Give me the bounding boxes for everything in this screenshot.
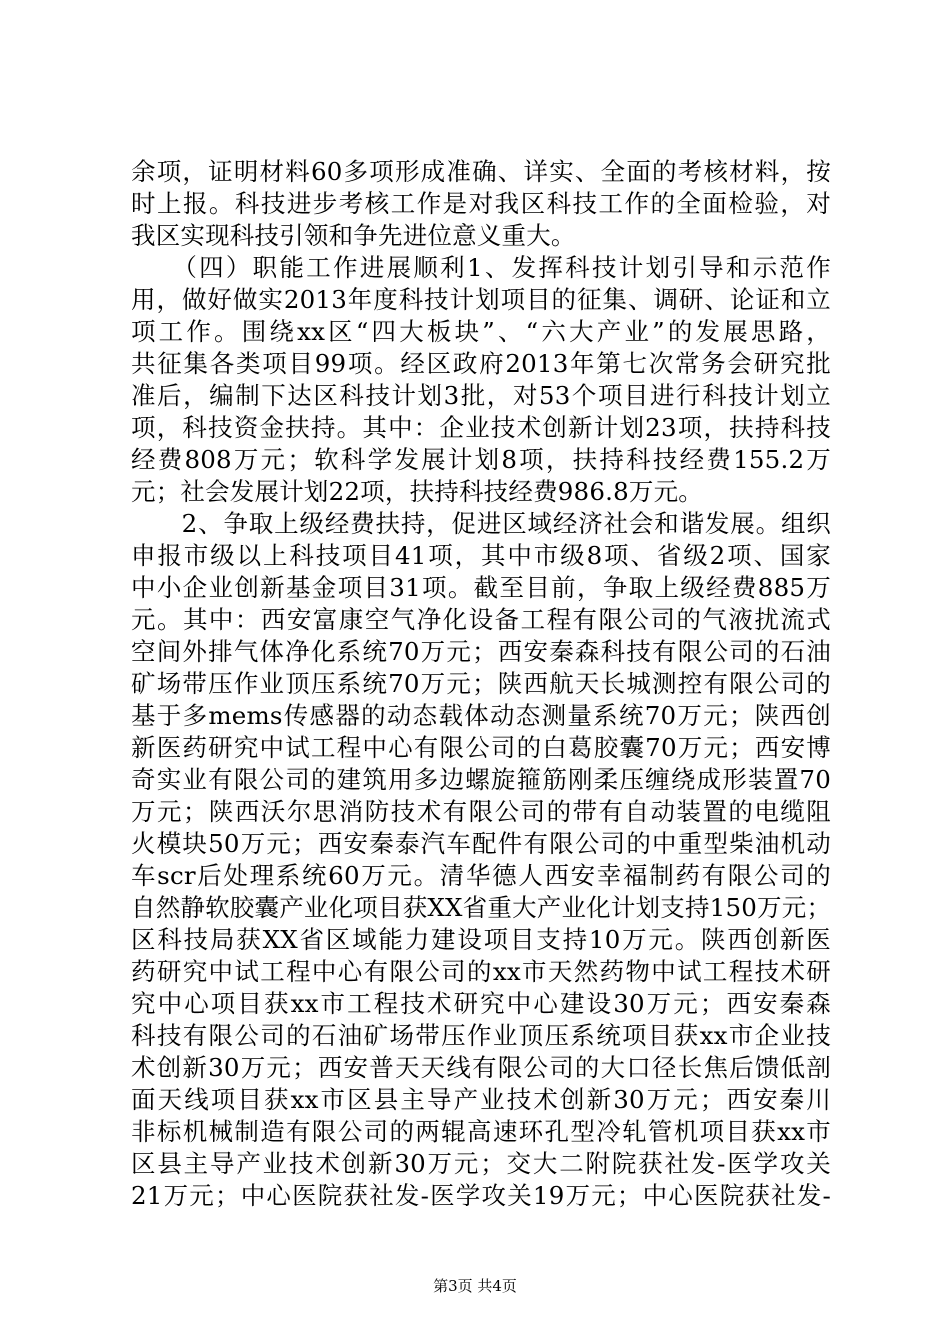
- text-line: 我区实现科技引领和争先进位意义重大。: [131, 221, 576, 250]
- text-line: 准后，编制下达区科技计划3批，对53个项目进行科技计划立: [131, 381, 831, 410]
- text-line: 2、争取上级经费扶持，促进区域经济社会和谐发展。组织: [131, 509, 831, 538]
- text-line: 区科技局获XX省区域能力建设项目支持10万元。陕西创新医: [131, 925, 831, 954]
- text-line: 基于多mems传感器的动态载体动态测量系统70万元；陕西创: [131, 701, 831, 730]
- text-line: 术创新30万元；西安普天天线有限公司的大口径长焦后馈低剖: [131, 1053, 831, 1082]
- text-line: 时上报。科技进步考核工作是对我区科技工作的全面检验，对: [131, 189, 831, 218]
- text-line: 奇实业有限公司的建筑用多边螺旋箍筋刚柔压缠绕成形装置70: [131, 765, 831, 794]
- text-line: 究中心项目获xx市工程技术研究中心建设30万元；西安秦森: [131, 989, 831, 1018]
- text-line: 项，科技资金扶持。其中：企业技术创新计划23项，扶持科技: [131, 413, 831, 442]
- text-line: 区县主导产业技术创新30万元；交大二附院获社发-医学攻关: [131, 1149, 831, 1178]
- text-line: 元；社会发展计划22项，扶持科技经费986.8万元。: [131, 477, 704, 506]
- text-line: 申报市级以上科技项目41项，其中市级8项、省级2项、国家: [131, 541, 831, 570]
- text-line: 车scr后处理系统60万元。清华德人西安幸福制药有限公司的: [131, 861, 831, 890]
- text-line: （四）职能工作进展顺利1、发挥科技计划引导和示范作: [131, 253, 831, 282]
- text-line: 矿场带压作业顶压系统70万元；陕西航天长城测控有限公司的: [131, 669, 831, 698]
- text-line: 新医药研究中试工程中心有限公司的白葛胶囊70万元；西安博: [131, 733, 831, 762]
- text-line: 经费808万元；软科学发展计划8项，扶持科技经费155.2万: [131, 445, 831, 474]
- text-line: 自然静软胶囊产业化项目获XX省重大产业化计划支持150万元；: [131, 893, 832, 922]
- text-line: 空间外排气体净化系统70万元；西安秦森科技有限公司的石油: [131, 637, 831, 666]
- text-line: 21万元；中心医院获社发-医学攻关19万元；中心医院获社发-: [131, 1181, 831, 1210]
- text-line: 万元；陕西沃尔思消防技术有限公司的带有自动装置的电缆阻: [131, 797, 831, 826]
- text-line: 中小企业创新基金项目31项。截至目前，争取上级经费885万: [131, 573, 831, 602]
- text-line: 项工作。围绕xx区“四大板块”、“六大产业”的发展思路，: [131, 317, 831, 346]
- text-line: 面天线项目获xx市区县主导产业技术创新30万元；西安秦川: [131, 1085, 831, 1114]
- text-line: 元。其中：西安富康空气净化设备工程有限公司的气液扰流式: [131, 605, 831, 634]
- text-line: 科技有限公司的石油矿场带压作业顶压系统项目获xx市企业技: [131, 1021, 831, 1050]
- page-footer: 第3页 共4页: [433, 1277, 517, 1295]
- text-line: 余项，证明材料60多项形成准确、详实、全面的考核材料，按: [131, 157, 831, 186]
- text-line: 共征集各类项目99项。经区政府2013年第七次常务会研究批: [131, 349, 831, 378]
- text-line: 火模块50万元；西安秦泰汽车配件有限公司的中重型柴油机动: [131, 829, 831, 858]
- body-text: [131, 156, 831, 1212]
- text-line: 药研究中试工程中心有限公司的xx市天然药物中试工程技术研: [131, 957, 831, 986]
- text-line: 用，做好做实2013年度科技计划项目的征集、调研、论证和立: [131, 285, 831, 314]
- text-line: 非标机械制造有限公司的两辊高速环孔型冷轧管机项目获xx市: [131, 1117, 831, 1146]
